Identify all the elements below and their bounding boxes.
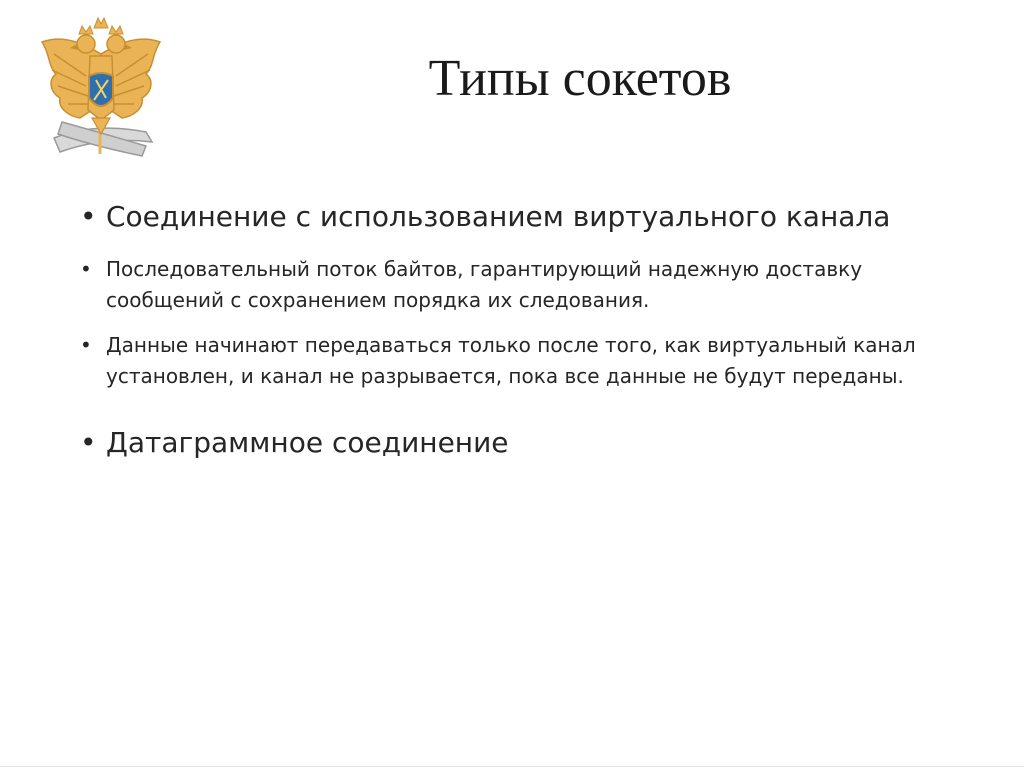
bullet-dot: • bbox=[80, 200, 97, 233]
bullet-dot: • bbox=[80, 426, 97, 459]
bullet-item bbox=[72, 424, 972, 462]
slide-title: Типы сокетов bbox=[428, 50, 732, 107]
double-headed-eagle-emblem-icon bbox=[34, 14, 168, 164]
bullet-text: Датаграммное соединение bbox=[106, 426, 509, 459]
bullet-item bbox=[72, 198, 972, 236]
bullet-list bbox=[72, 198, 972, 462]
bullet-item bbox=[72, 254, 972, 316]
bullet-dot: • bbox=[80, 333, 92, 357]
bullet-item bbox=[72, 330, 972, 392]
bullet-dot: • bbox=[80, 257, 92, 281]
bullet-text: Последовательный поток байтов, гарантирующий надежную доставку сообщений с сохранением порядка их следования. bbox=[106, 257, 863, 312]
bullet-text: Соединение с использованием виртуального канала bbox=[106, 200, 891, 233]
bullet-text: Данные начинают передаваться только после того, как виртуальный канал установлен, и канал не разрывается, пока все данные не будут переданы. bbox=[106, 333, 916, 388]
